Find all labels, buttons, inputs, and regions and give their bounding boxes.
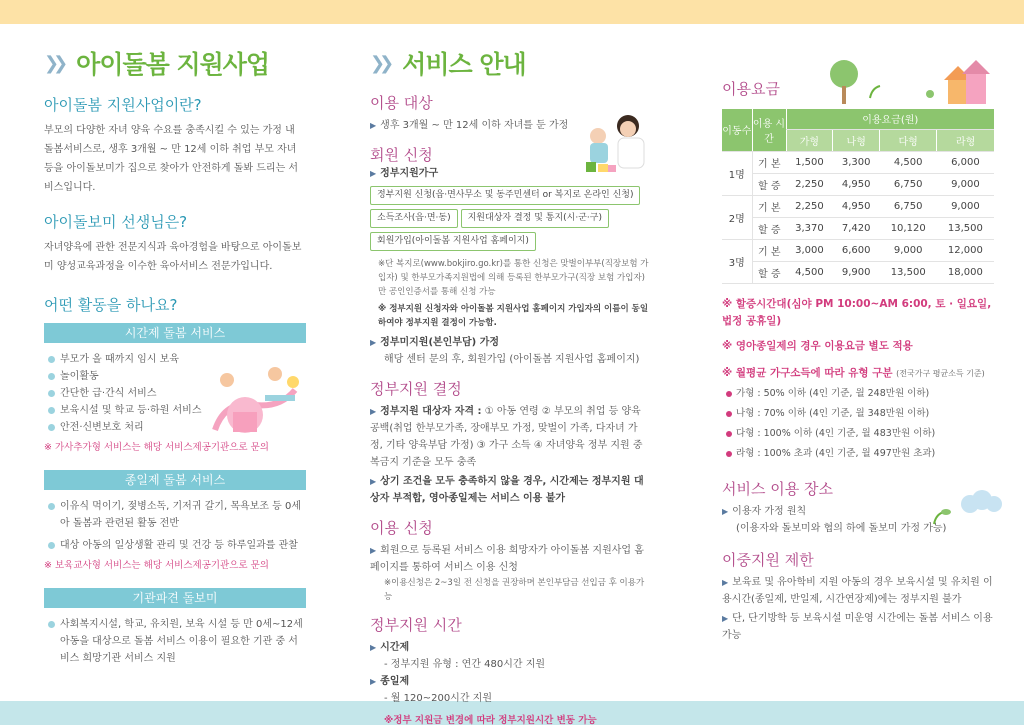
heading-target: 이용 대상 xyxy=(370,94,433,112)
triangle-bullet-icon: ▶ xyxy=(722,613,729,623)
table-cell: 13,500 xyxy=(880,261,937,283)
left-title xyxy=(44,46,306,80)
list-item: 라형 : 100% 초과 (4인 기준, 월 497만원 초과) xyxy=(722,444,998,464)
triangle-bullet-icon: ▶ xyxy=(370,546,377,555)
table-cell: 9,900 xyxy=(833,261,880,283)
mid-title xyxy=(370,46,650,80)
list-item: 보육시설 및 학교 등·하원 서비스 xyxy=(44,402,306,419)
fee-table xyxy=(722,109,994,284)
table-cell: 2,250 xyxy=(786,173,833,195)
table-cell: 2,250 xyxy=(786,195,833,217)
decision-item-2: ▶ 상기 조건을 모두 충족하지 않을 경우, 시간제는 정부지원 대상자 부적합, 영아종일제는 서비스 이용 불가 xyxy=(370,476,644,504)
triangle-bullet-icon: ▶ xyxy=(370,121,377,130)
service-note-fullday: ※ 보육교사형 서비스는 해당 서비스제공기관으로 문의 xyxy=(44,560,269,571)
list-item: 놀이활동 xyxy=(44,368,306,385)
fee-header-kids: 이동수 xyxy=(722,109,752,151)
table-cell: 1,500 xyxy=(786,151,833,173)
table-row xyxy=(722,217,994,239)
triangle-bullet-icon: ▶ xyxy=(370,338,377,347)
triangle-bullet-icon: ▶ xyxy=(370,643,377,652)
table-cell: 18,000 xyxy=(937,261,994,283)
process-step-row xyxy=(370,232,650,251)
apply-note-2: ※ 정부지원 신청자와 아이돌봄 지원사업 홈페이지 가입자의 이름이 동일하여야 정부지원 결정이 가능함. xyxy=(378,304,649,328)
double-chevron-icon: ❯❯ xyxy=(370,52,389,74)
table-cell: 12,000 xyxy=(937,239,994,261)
triangle-bullet-icon: ▶ xyxy=(370,677,377,686)
time-note: ※정부 지원금 변경에 따라 정부지원시간 변동 가능 xyxy=(384,715,597,725)
heading-support-time: 정부지원 시간 xyxy=(370,616,462,634)
target-text: ▶ 생후 3개월 ~ 만 12세 이하 자녀를 둔 가정 xyxy=(370,120,569,131)
table-cell: 9,000 xyxy=(937,195,994,217)
section-heading-caregiver: 아이돌보미 선생님은? xyxy=(44,213,188,231)
fee-header-type: 가형 xyxy=(786,129,833,151)
triangle-bullet-icon: ▶ xyxy=(370,169,377,178)
list-item: 안전·신변보호 처리 xyxy=(44,419,306,436)
mother-child-illustration xyxy=(578,110,658,180)
table-cell: 6,600 xyxy=(833,239,880,261)
table-cell-kids: 2명 xyxy=(722,195,752,239)
double-chevron-icon: ❯❯ xyxy=(44,52,63,74)
time-hourly-text: - 정부지원 유형 : 연간 480시간 지원 xyxy=(384,659,546,670)
cloud-sprout-illustration xyxy=(924,490,1004,526)
table-cell: 4,950 xyxy=(833,173,880,195)
table-cell-kids: 1명 xyxy=(722,151,752,195)
table-row xyxy=(722,239,994,261)
section-text-caregiver: 자녀양육에 관한 전문지식과 육아경험을 바탕으로 아이돌보미 양성교육과정을 이수한 육아서비스 전문가입니다. xyxy=(44,242,302,272)
gov-household-heading: ▶ 정부지원가구 xyxy=(370,168,439,179)
non-gov-text: 해당 센터 문의 후, 회원가입 (아이돌봄 지원사업 홈페이지) xyxy=(384,354,640,365)
process-step-chip: 지원대상자 결정 및 통지(시·군·구) xyxy=(461,209,609,228)
tree-house-illustration xyxy=(826,58,1006,108)
time-hourly-heading: ▶ 시간제 xyxy=(370,642,410,653)
process-step-chip: 정부지원 신청(읍·면사무소 및 동주민센터 or 복지로 온라인 신청) xyxy=(370,186,640,205)
use-apply-text: ▶ 회원으로 등록된 서비스 이용 희망자가 아이돌봄 지원사업 홈페이지를 통하여 서비스 이용 신청 xyxy=(370,545,644,573)
table-cell-time: 할 증 xyxy=(752,261,786,283)
fee-header-type: 다형 xyxy=(880,129,937,151)
table-cell: 4,500 xyxy=(880,151,937,173)
table-cell: 3,300 xyxy=(833,151,880,173)
triangle-bullet-icon: ▶ xyxy=(722,506,729,516)
use-apply-note: ※이용신청은 2~3일 전 신청을 권장하며 본인부담금 선입금 후 이용가능 xyxy=(384,578,645,602)
service-list-institution xyxy=(44,616,306,667)
heading-dual-support: 이중지원 제한 xyxy=(722,550,814,569)
dual-item-1: ▶ 보육료 및 유아학비 지원 아동의 경우 보육시설 및 유치원 이용시간(종일제, 반일제, 시간연장제)에는 정부지원 불가 xyxy=(722,576,993,605)
place-text-1: ▶ 이용자 가정 원칙 xyxy=(722,505,807,517)
heading-use-apply: 이용 신청 xyxy=(370,519,433,537)
table-row xyxy=(722,195,994,217)
decision-item-1: ▶ 정부지원 대상자 자격 : ① 아동 연령 ② 부모의 취업 등 양육공백(취업 한부모가족, 장애부모 가정, 맞벌이 가족, 다자녀 가정, 기타 양육부담 가정) ③ 가구 소득 ④ 자녀양육 정부 지원 중복금지 기준을 모두 충족 xyxy=(370,406,643,468)
table-cell: 3,000 xyxy=(786,239,833,261)
table-cell-time: 기 본 xyxy=(752,151,786,173)
list-item: 이유식 먹이기, 젖병소독, 기저귀 갈기, 목욕보조 등 0세아 돌봄과 관련된 활동 전반 xyxy=(44,498,306,532)
table-cell: 9,000 xyxy=(880,239,937,261)
table-cell: 7,420 xyxy=(833,217,880,239)
section-heading-what: 아이돌봄 지원사업이란? xyxy=(44,96,202,114)
left-title-text: 아이돌봄 지원사업 xyxy=(76,50,270,79)
fee-header-type: 라형 xyxy=(937,129,994,151)
playground-illustration xyxy=(205,360,305,440)
list-item: 다형 : 100% 이하 (4인 기준, 월 483만원 이하) xyxy=(722,424,998,444)
list-item: 부모가 올 때까지 임시 보육 xyxy=(44,351,306,368)
table-cell: 4,950 xyxy=(833,195,880,217)
section-heading-activities: 어떤 활동을 하나요? xyxy=(44,296,178,314)
table-row xyxy=(722,261,994,283)
heading-fee: 이용요금 xyxy=(722,80,780,98)
heading-apply: 회원 신청 xyxy=(370,146,433,164)
dual-item-2: ▶ 단, 단기방학 등 보육시설 미운영 시간에는 돌봄 서비스 이용가능 xyxy=(722,612,993,641)
section-text-what: 부모의 다양한 자녀 양육 수요를 충족시킬 수 있는 가정 내 돌봄서비스로, 생후 3개월 ~ 만 12세 이하 취업 부모 자녀 등을 아이돌보미가 집으로 찾아가 안전하게 돌봐 드리는 서비스입니다. xyxy=(44,125,299,193)
service-bar-fullday: 종일제 돌봄 서비스 xyxy=(44,470,306,490)
income-type-list xyxy=(722,384,998,464)
table-row xyxy=(722,173,994,195)
right-column xyxy=(722,24,998,644)
list-item: 대상 아동의 일상생활 관리 및 건강 등 하루일과를 관찰 xyxy=(44,537,306,554)
process-step-row xyxy=(370,209,650,228)
process-step-chip: 소득조사(읍·면·동) xyxy=(370,209,458,228)
table-cell: 6,000 xyxy=(937,151,994,173)
process-step-row xyxy=(370,186,650,205)
time-fullday-text: - 월 120~200시간 지원 xyxy=(384,693,492,704)
table-cell-time: 할 증 xyxy=(752,173,786,195)
fee-note-income: ※ 월평균 가구소득에 따라 유형 구분 (전국가구 평균소득 기준) xyxy=(722,366,985,379)
table-cell: 6,750 xyxy=(880,195,937,217)
list-item: 사회복지시설, 학교, 유치원, 보육 시설 등 만 0세~12세 아동을 대상으로 돌봄 서비스 이용이 필요한 기관 중 서비스 희망기관 서비스 지원 xyxy=(44,616,306,667)
table-cell: 6,750 xyxy=(880,173,937,195)
table-cell: 3,370 xyxy=(786,217,833,239)
table-cell: 4,500 xyxy=(786,261,833,283)
triangle-bullet-icon: ▶ xyxy=(722,577,729,587)
process-step-chip: 회원가입(아이돌봄 지원사업 홈페이지) xyxy=(370,232,536,251)
service-note-hourly: ※ 가사추가형 서비스는 해당 서비스제공기관으로 문의 xyxy=(44,442,269,453)
table-cell: 9,000 xyxy=(937,173,994,195)
top-band xyxy=(0,0,1024,24)
service-bar-hourly: 시간제 돌봄 서비스 xyxy=(44,323,306,343)
triangle-bullet-icon: ▶ xyxy=(370,407,377,416)
table-cell: 10,120 xyxy=(880,217,937,239)
list-item: 가형 : 50% 이하 (4인 기준, 월 248만원 이하) xyxy=(722,384,998,404)
fee-note-infant: ※ 영아종일제의 경우 이용요금 별도 적용 xyxy=(722,339,913,352)
fee-header-type: 나형 xyxy=(833,129,880,151)
fee-header-time: 이용 시간 xyxy=(752,109,786,151)
table-cell: 13,500 xyxy=(937,217,994,239)
left-column xyxy=(44,24,306,667)
fee-header-fee: 이용요금(원) xyxy=(786,109,994,129)
apply-note-1: ※단 복지로(www.bokjiro.go.kr)를 통한 신청은 맞벌이부부(직장보험 가입자) 및 한부모가족지원법에 의해 등록된 한부모가구(직장 보험 가입자)만 공인인증서를 통해 신청 가능 xyxy=(378,259,649,297)
fee-note-surcharge: ※ 할증시간대(심야 PM 10:00~AM 6:00, 토 · 일요일, 법정 공휴일) xyxy=(722,297,992,327)
list-item: 간단한 급·간식 서비스 xyxy=(44,385,306,402)
service-list-fullday xyxy=(44,498,306,554)
table-cell-time: 기 본 xyxy=(752,239,786,261)
time-fullday-heading: ▶ 종일제 xyxy=(370,676,410,687)
mid-title-text: 서비스 안내 xyxy=(402,50,526,79)
table-cell-kids: 3명 xyxy=(722,239,752,283)
table-cell-time: 기 본 xyxy=(752,195,786,217)
table-row xyxy=(722,151,994,173)
heading-place: 서비스 이용 장소 xyxy=(722,479,833,498)
triangle-bullet-icon: ▶ xyxy=(370,477,377,486)
non-gov-heading: ▶ 정부미지원(본인부담) 가정 xyxy=(370,337,500,348)
list-item: 나형 : 70% 이하 (4인 기준, 월 348만원 이하) xyxy=(722,404,998,424)
heading-decision: 정부지원 결정 xyxy=(370,380,462,398)
place-text-2: (이용자와 돌보미와 협의 하에 돌보미 가정 가능) xyxy=(736,522,947,534)
table-cell-time: 할 증 xyxy=(752,217,786,239)
service-bar-institution: 기관파견 돌보미 xyxy=(44,588,306,608)
